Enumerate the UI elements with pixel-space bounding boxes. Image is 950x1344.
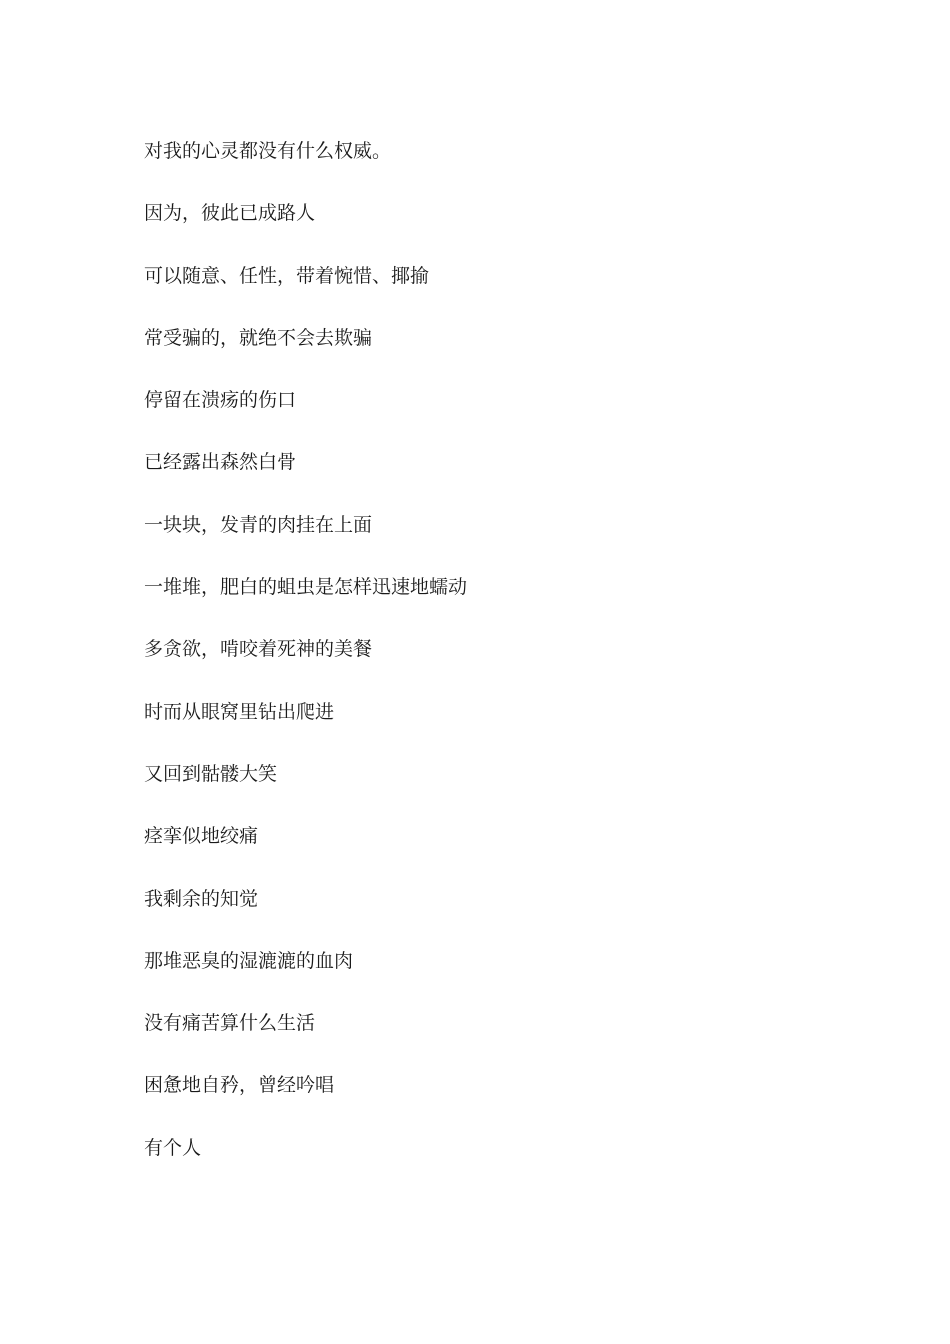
text-line: 那堆恶臭的湿漉漉的血肉 — [144, 949, 354, 972]
text-line: 常受骗的，就绝不会去欺骗 — [144, 326, 373, 349]
text-line: 困惫地自矜，曾经吟唱 — [144, 1074, 335, 1097]
text-line: 痉挛似地绞痛 — [144, 825, 259, 848]
text-line: 有个人 — [144, 1136, 202, 1159]
text-line: 又回到骷髅大笑 — [144, 762, 278, 785]
text-line: 时而从眼窝里钻出爬进 — [144, 700, 335, 723]
text-line: 已经露出森然白骨 — [144, 451, 297, 474]
text-line: 没有痛苦算什么生活 — [144, 1012, 316, 1035]
text-line: 停留在溃疡的伤口 — [144, 389, 297, 412]
text-line: 可以随意、任性，带着惋惜、揶揄 — [144, 264, 430, 287]
text-line: 多贪欲，啃咬着死神的美餐 — [144, 638, 373, 661]
text-line: 对我的心灵都没有什么权威。 — [144, 140, 392, 162]
text-line: 因为，彼此已成路人 — [144, 202, 316, 225]
poem-text — [144, 138, 467, 1197]
text-line: 一堆堆，肥白的蛆虫是怎样迅速地蠕动 — [144, 576, 468, 599]
text-line: 一块块，发青的肉挂在上面 — [144, 513, 373, 536]
text-line: 我剩余的知觉 — [144, 887, 259, 910]
